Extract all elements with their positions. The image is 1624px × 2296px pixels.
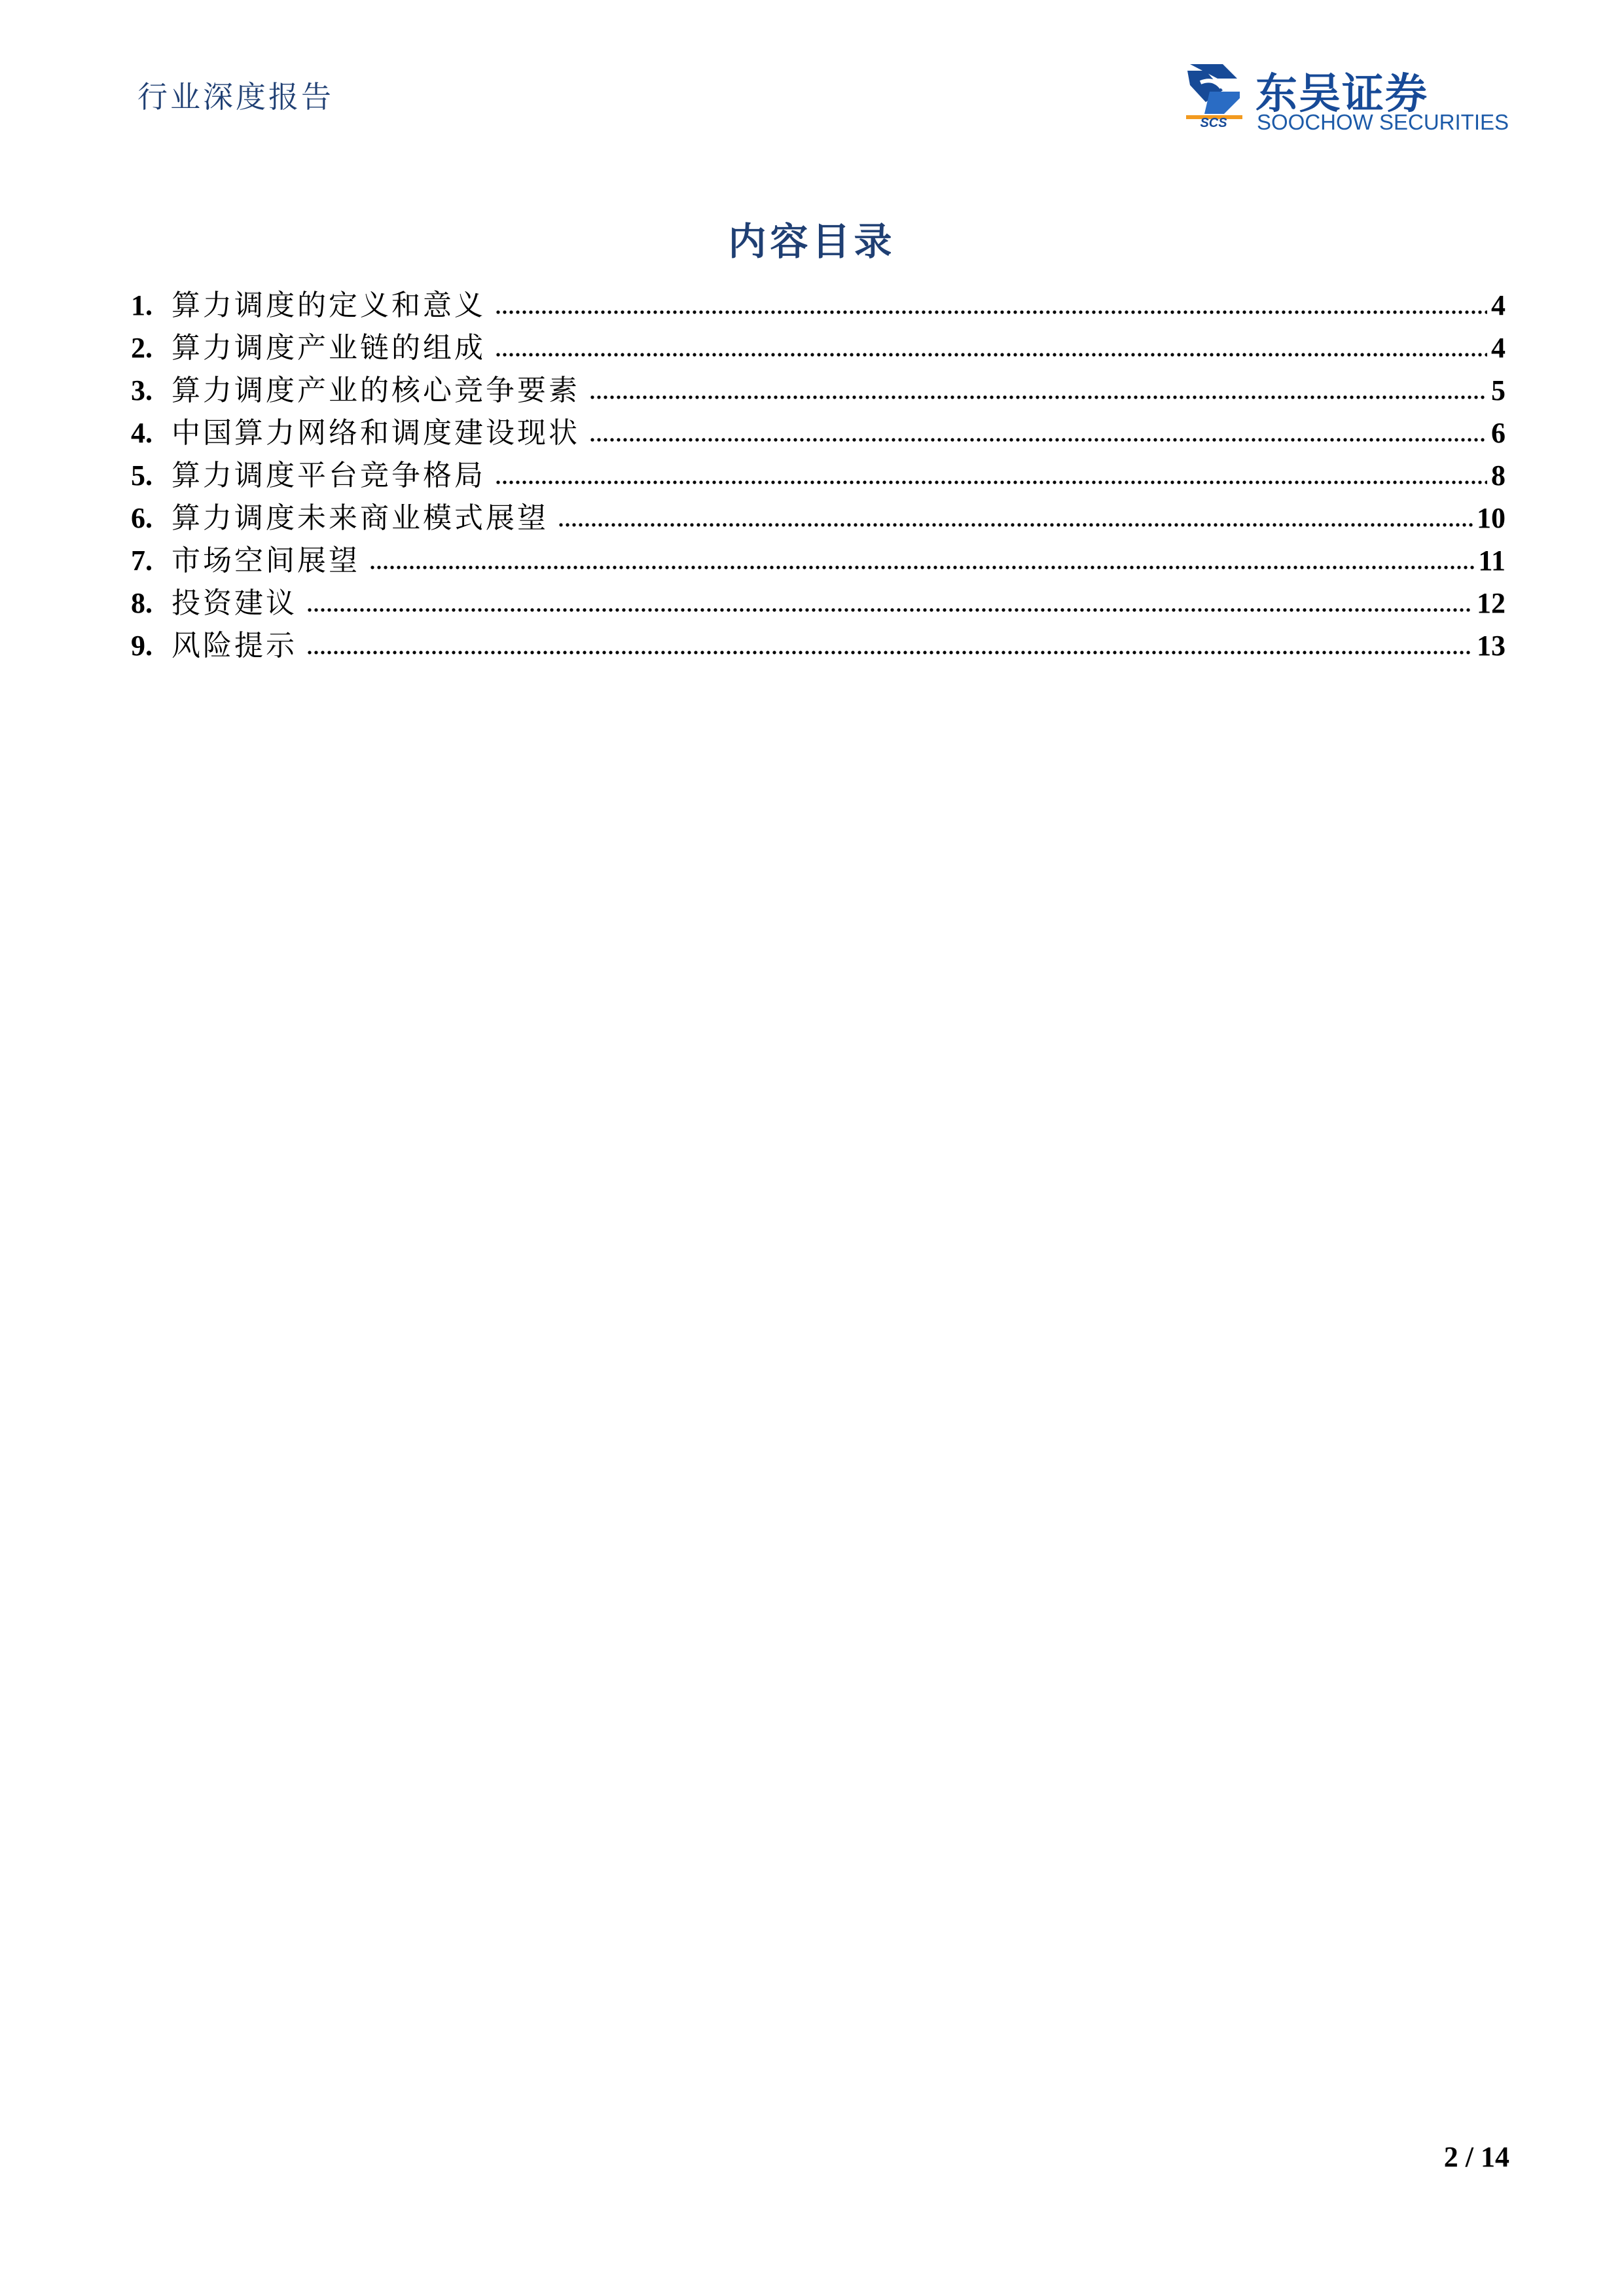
toc-entry[interactable] (131, 494, 1506, 537)
toc-entry-number: 1. (131, 289, 153, 321)
toc-entry[interactable] (131, 409, 1506, 452)
toc-entry[interactable] (131, 452, 1506, 494)
toc-entry-page: 5 (1491, 374, 1506, 406)
toc-entry-number: 3. (131, 374, 153, 406)
toc-entry-title: 投资建议 (171, 586, 297, 620)
toc-entry[interactable] (131, 367, 1506, 409)
toc-dot-leader (558, 523, 1473, 527)
toc-entry-page: 10 (1477, 502, 1506, 534)
scs-logo-mark (1183, 59, 1244, 130)
soochow-securities-logo (1183, 59, 1511, 136)
toc-entry-number: 6. (131, 502, 153, 534)
toc-title: 内容目录 (728, 219, 896, 264)
report-type-label: 行业深度报告 (137, 79, 334, 115)
toc-entry-title: 市场空间展望 (171, 544, 360, 577)
toc-entry-title: 算力调度的定义和意义 (171, 289, 486, 322)
toc-entry-page: 4 (1491, 289, 1506, 321)
toc-entry-number: 5. (131, 459, 153, 492)
toc-entry-title: 算力调度产业的核心竞争要素 (171, 374, 580, 407)
toc-entry-title: 算力调度未来商业模式展望 (171, 501, 549, 535)
toc-entry[interactable] (131, 579, 1506, 622)
toc-dot-leader (369, 565, 1474, 569)
toc-dot-leader (306, 608, 1473, 612)
toc-entry-page: 12 (1477, 587, 1506, 619)
toc-entry-title: 风险提示 (171, 629, 297, 662)
toc-entry-number: 9. (131, 630, 153, 662)
page-indicator: 2 / 14 (1443, 2141, 1509, 2173)
toc-dot-leader (589, 438, 1487, 442)
toc-entry-page: 13 (1477, 630, 1506, 662)
toc-dot-leader (589, 395, 1487, 399)
toc-entry-title: 算力调度产业链的组成 (171, 331, 486, 365)
logo-chinese-name: 东吴证券 (1255, 70, 1428, 118)
toc-entry-page: 8 (1491, 459, 1506, 492)
toc-entry-title: 算力调度平台竞争格局 (171, 459, 486, 492)
toc-entry[interactable] (131, 537, 1506, 579)
toc-dot-leader (306, 651, 1473, 655)
toc-dot-leader (495, 480, 1487, 484)
toc-entry-number: 7. (131, 545, 153, 577)
toc-entry-number: 2. (131, 332, 153, 364)
toc-entry-page: 6 (1491, 417, 1506, 449)
toc-entry-title: 中国算力网络和调度建设现状 (171, 416, 580, 450)
toc-entry-page: 4 (1491, 332, 1506, 364)
toc-dot-leader (495, 353, 1487, 357)
logo-abbr-text: SCS (1200, 116, 1227, 130)
toc-dot-leader (495, 310, 1487, 314)
toc-entry-number: 8. (131, 587, 153, 619)
logo-english-name: SOOCHOW SECURITIES (1257, 110, 1509, 134)
toc-entry-number: 4. (131, 417, 153, 449)
toc-entry-page: 11 (1478, 545, 1506, 577)
toc-entry[interactable] (131, 622, 1506, 664)
toc-entry[interactable] (131, 281, 1506, 324)
table-of-contents (131, 281, 1506, 664)
toc-entry[interactable] (131, 324, 1506, 367)
